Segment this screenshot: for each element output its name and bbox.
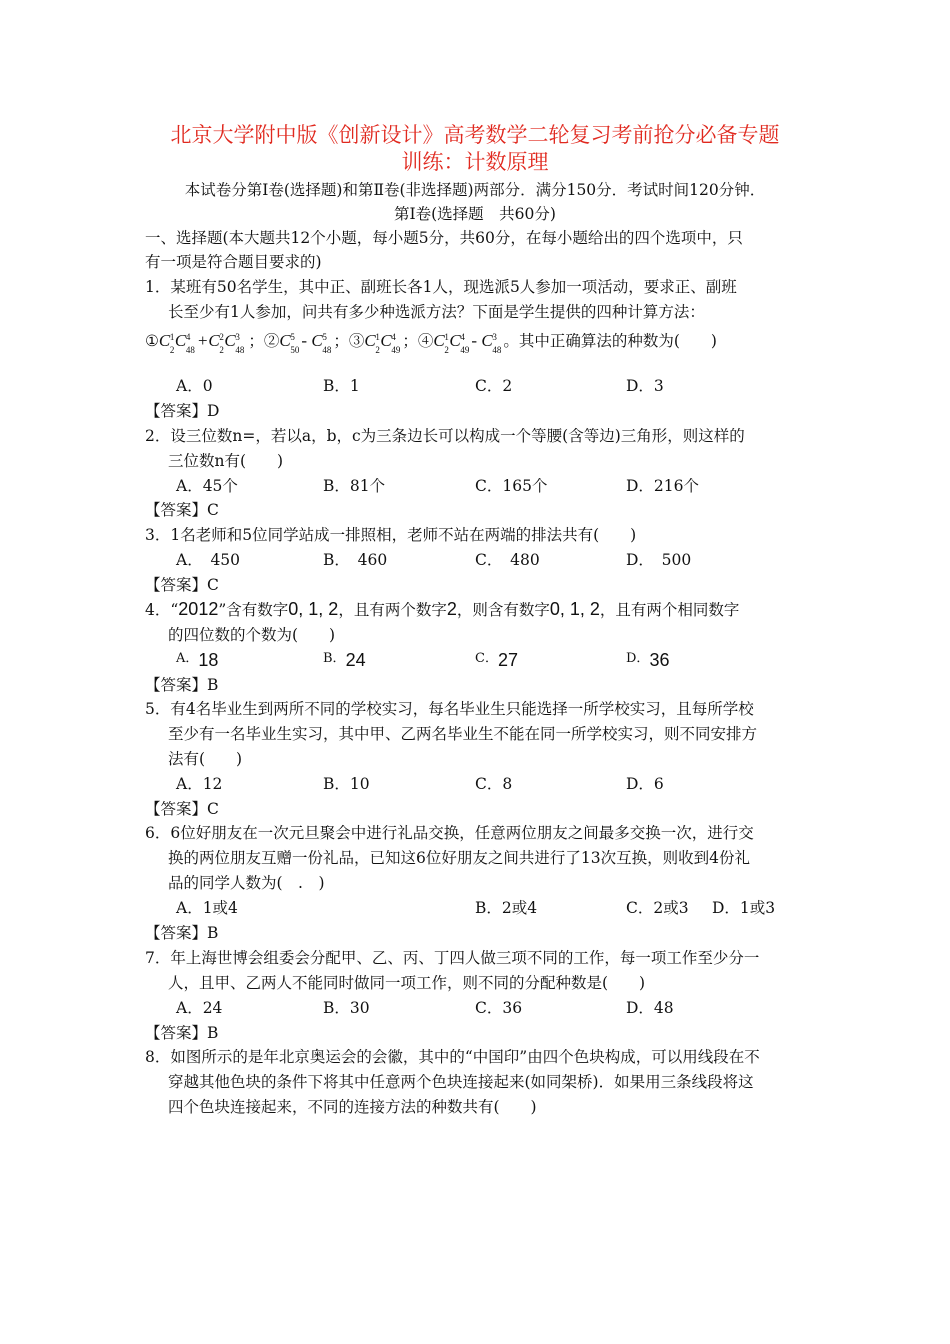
q8-line2: 穿越其他色块的条件下将其中任意两个色块连接起来(如同架桥)．如果用三条线段将这 [168, 1073, 754, 1091]
q2-option-d: D．216个 [626, 477, 700, 495]
q5-option-c: C．8 [475, 775, 513, 793]
part-heading: 第Ⅰ卷(选择题 共60分) [394, 205, 556, 223]
q3-line1: 3．1名老师和5位同学站成一排照相，老师不站在两端的排法共有( ) [145, 526, 637, 544]
q5-line3: 法有( ) [168, 750, 243, 768]
q6-answer [145, 922, 218, 944]
q6-option-c: C．2或3 [626, 899, 689, 917]
q4-text-c: ，且有两个数字 [338, 601, 447, 619]
q1-option-b: B．1 [323, 377, 360, 395]
section-heading-line2: 有一项是符合题目要求的) [145, 253, 322, 271]
q4-answer [145, 674, 218, 696]
answer-label: 【答案】 [145, 676, 208, 694]
q5-option-a: A．12 [176, 775, 223, 793]
option-value: 18 [198, 650, 219, 670]
answer-value: C [207, 501, 219, 519]
option-letter: C． [475, 651, 498, 666]
q4-text-e: ，且有两个相同数字 [599, 601, 740, 619]
q4-text-d: ，则含有数字 [456, 601, 550, 619]
answer-label: 【答案】 [145, 402, 208, 420]
q1-line2: 长至少有1人参加，问共有多少种选派方法？下面是学生提供的四种计算方法： [168, 303, 705, 321]
option-letter: D． [626, 651, 650, 666]
q4-line2: 的四位数的个数为( ) [168, 626, 336, 644]
q2-line2: 三位数n有( ) [168, 452, 284, 470]
exam-intro: 本试卷分第Ⅰ卷(选择题)和第Ⅱ卷(非选择题)两部分．满分150分．考试时间120分钟． [184, 181, 766, 199]
q1-formulas: ①C 1 2 C 4 48 +C 2 2 C 3 48 ；②C 5 50 - C 5 48 ；③C 1 2 C 4 49 ；④C 1 2 C 4 49 - C 3 48 。其中正确算法的种数为( ) [145, 331, 717, 355]
answer-value: D [207, 402, 220, 420]
q7-answer [145, 1022, 218, 1044]
answer-label: 【答案】 [145, 1024, 208, 1042]
doc-title-line2: 训练：计数原理 [401, 150, 549, 174]
q1-mark-1: ① [145, 332, 159, 350]
q3-option-c: C． 480 [475, 551, 540, 569]
q1-mark-4: ④ [417, 332, 434, 350]
q1-formula-1: C 1 2 C 4 48 +C 2 2 C 3 48 [158, 331, 245, 355]
q5-line2: 至少有一名毕业生实习，其中甲、乙两名毕业生不能在同一所学校实习，则不同安排方 [168, 725, 758, 743]
q4-option-c [475, 648, 518, 672]
q5-answer [145, 798, 219, 820]
q1-formula-3: C 1 2 C 4 49 [364, 331, 401, 355]
answer-value: B [207, 924, 219, 942]
q6-option-a: A．1或4 [176, 899, 238, 917]
q5-option-d: D．6 [626, 775, 664, 793]
q1-formula-2: C 5 50 - C 5 48 [279, 331, 332, 355]
option-letter: B． [323, 651, 346, 666]
q7-line1: 7．年上海世博会组委会分配甲、乙、丙、丁四人做三项不同的工作，每一项工作至少分一 [145, 949, 760, 967]
answer-value: B [207, 1024, 219, 1042]
q7-option-a: A．24 [176, 999, 223, 1017]
q4-digits-2: 0, 1, 2 [549, 599, 600, 619]
option-letter: A． [176, 651, 199, 666]
q1-question-tail: 。其中正确算法的种数为( ) [503, 332, 717, 350]
q6-line3: 品的同学人数为( . ) [168, 874, 325, 892]
q2-option-a: A．45个 [176, 477, 238, 495]
q1-mark-2: ② [263, 332, 280, 350]
q4-year: 2012 [178, 599, 219, 619]
q2-option-c: C．165个 [475, 477, 548, 495]
q4-option-d [626, 648, 669, 672]
q3-option-b: B． 460 [323, 551, 388, 569]
q4-digits-1: 0, 1, 2 [288, 599, 339, 619]
answer-value: B [207, 676, 219, 694]
q3-answer [145, 574, 219, 596]
q1-formula-4: C 1 2 C 4 49 - C 3 48 [433, 331, 502, 355]
q3-option-a: A． 450 [176, 551, 241, 569]
q6-line2: 换的两位朋友互赠一份礼品，已知这6位好朋友之间共进行了13次互换，则收到4份礼 [168, 849, 750, 867]
q6-option-b: B．2或4 [475, 899, 538, 917]
q8-line3: 四个色块连接起来，不同的连接方法的种数共有( ) [168, 1098, 537, 1116]
answer-label: 【答案】 [145, 501, 208, 519]
doc-title-line1: 北京大学附中版《创新设计》高考数学二轮复习考前抢分必备专题 [170, 123, 780, 147]
q5-option-b: B．10 [323, 775, 370, 793]
q1-mark-3: ③ [348, 332, 365, 350]
q6-line1: 6．6位好朋友在一次元旦聚会中进行礼品交换，任意两位朋友之间最多交换一次，进行交 [145, 824, 754, 842]
q1-option-a: A．0 [176, 377, 213, 395]
q1-answer [145, 400, 219, 422]
answer-value: C [207, 576, 219, 594]
q3-option-d: D． 500 [626, 551, 692, 569]
q6-option-d: D．1或3 [712, 899, 776, 917]
q4-digit-two: 2 [446, 599, 457, 619]
q1-option-c: C．2 [475, 377, 513, 395]
q2-answer [145, 499, 219, 521]
answer-label: 【答案】 [145, 924, 208, 942]
q8-line1: 8．如图所示的是年北京奥运会的会徽，其中的“中国印”由四个色块构成，可以用线段在不 [145, 1048, 760, 1066]
q5-line1: 5．有4名毕业生到两所不同的学校实习，每名毕业生只能选择一所学校实习，且每所学校 [145, 700, 754, 718]
answer-label: 【答案】 [145, 576, 208, 594]
answer-value: C [207, 800, 219, 818]
q2-line1: 2．设三位数n=，若以a，b，c为三条边长可以构成一个等腰(含等边)三角形，则这样的 [145, 427, 745, 445]
q7-line2: 人，且甲、乙两人不能同时做同一项工作，则不同的分配种数是( ) [168, 974, 646, 992]
q1-line1: 1．某班有50名学生，其中正、副班长各1人，现选派5人参加一项活动，要求正、副班 [145, 278, 737, 296]
option-value: 27 [497, 650, 518, 670]
q4-text-b: ”含有数字 [218, 601, 289, 619]
q4-option-a [176, 648, 218, 672]
q7-option-b: B．30 [323, 999, 370, 1017]
q1-option-d: D．3 [626, 377, 664, 395]
section-heading-line1: 一、选择题(本大题共12个小题，每小题5分，共60分，在每小题给出的四个选项中，只 [145, 229, 743, 247]
q7-option-c: C．36 [475, 999, 523, 1017]
q4-line1 [145, 598, 739, 621]
q4-option-b [323, 648, 366, 672]
q2-option-b: B．81个 [323, 477, 386, 495]
option-value: 36 [649, 650, 670, 670]
answer-label: 【答案】 [145, 800, 208, 818]
q4-text-a: 4．“ [145, 601, 179, 619]
q7-option-d: D．48 [626, 999, 674, 1017]
option-value: 24 [345, 650, 366, 670]
